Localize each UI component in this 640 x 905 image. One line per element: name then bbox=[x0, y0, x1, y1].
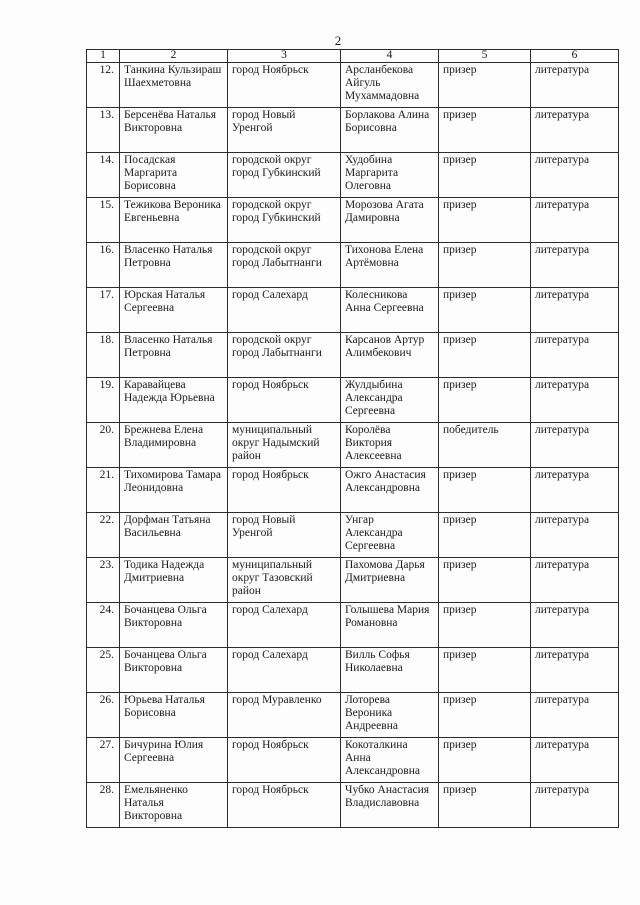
table-row bbox=[87, 378, 619, 423]
header-row bbox=[87, 50, 619, 63]
student-name: Борлакова Алина Борисовна bbox=[341, 108, 439, 153]
teacher-name: Каравайцева Надежда Юрьевна bbox=[120, 378, 228, 423]
location: город Ноябрьск bbox=[228, 63, 341, 108]
row-number: 23. bbox=[87, 558, 120, 603]
row-number: 17. bbox=[87, 288, 120, 333]
location: город Муравленко bbox=[228, 693, 341, 738]
student-name: Унгар Александра Сергеевна bbox=[341, 513, 439, 558]
student-name: Ожго Анастасия Александровна bbox=[341, 468, 439, 513]
subject: литература bbox=[531, 198, 619, 243]
table-body bbox=[87, 63, 619, 828]
location: город Ноябрьск bbox=[228, 783, 341, 828]
result-status: призер bbox=[439, 243, 531, 288]
student-name: Колесникова Анна Сергеевна bbox=[341, 288, 439, 333]
teacher-name: Бочанцева Ольга Викторовна bbox=[120, 603, 228, 648]
teacher-name: Тодика Надежда Дмитриевна bbox=[120, 558, 228, 603]
result-status: призер bbox=[439, 108, 531, 153]
table-row bbox=[87, 783, 619, 828]
teacher-name: Юрьева Наталья Борисовна bbox=[120, 693, 228, 738]
teacher-name: Власенко Наталья Петровна bbox=[120, 243, 228, 288]
result-status: призер bbox=[439, 378, 531, 423]
table-row bbox=[87, 693, 619, 738]
subject: литература bbox=[531, 738, 619, 783]
subject: литература bbox=[531, 558, 619, 603]
subject: литература bbox=[531, 423, 619, 468]
subject: литература bbox=[531, 513, 619, 558]
row-number: 24. bbox=[87, 603, 120, 648]
table-row bbox=[87, 738, 619, 783]
location: город Ноябрьск bbox=[228, 738, 341, 783]
table-row bbox=[87, 63, 619, 108]
table-row bbox=[87, 648, 619, 693]
student-name: Пахомова Дарья Дмитриевна bbox=[341, 558, 439, 603]
row-number: 26. bbox=[87, 693, 120, 738]
table-row bbox=[87, 513, 619, 558]
subject: литература bbox=[531, 468, 619, 513]
subject: литература bbox=[531, 63, 619, 108]
table-row bbox=[87, 288, 619, 333]
student-name: Чубко Анастасия Владиславовна bbox=[341, 783, 439, 828]
subject: литература bbox=[531, 153, 619, 198]
row-number: 15. bbox=[87, 198, 120, 243]
subject: литература bbox=[531, 108, 619, 153]
subject: литература bbox=[531, 648, 619, 693]
teacher-name: Тежикова Вероника Евгеньевна bbox=[120, 198, 228, 243]
location: город Новый Уренгой bbox=[228, 108, 341, 153]
page-number: 2 bbox=[334, 33, 342, 48]
table-row bbox=[87, 198, 619, 243]
teacher-name: Тихомирова Тамара Леонидовна bbox=[120, 468, 228, 513]
location: муниципальный округ Надымский район bbox=[228, 423, 341, 468]
student-name: Голышева Мария Романовна bbox=[341, 603, 439, 648]
result-status: призер bbox=[439, 468, 531, 513]
header-col-2: 2 bbox=[120, 50, 228, 63]
header-col-1: 1 bbox=[87, 50, 120, 63]
row-number: 27. bbox=[87, 738, 120, 783]
subject: литература bbox=[531, 693, 619, 738]
teacher-name: Танкина Кульзираш Шаехметовна bbox=[120, 63, 228, 108]
result-status: призер bbox=[439, 198, 531, 243]
table-header bbox=[87, 50, 619, 63]
location: городской округ город Лабытнанги bbox=[228, 243, 341, 288]
subject: литература bbox=[531, 243, 619, 288]
student-name: Вилль Софья Николаевна bbox=[341, 648, 439, 693]
result-status: призер bbox=[439, 288, 531, 333]
student-name: Худобина Маргарита Олеговна bbox=[341, 153, 439, 198]
teacher-name: Емельяненко Наталья Викторовна bbox=[120, 783, 228, 828]
table-row bbox=[87, 243, 619, 288]
location: город Новый Уренгой bbox=[228, 513, 341, 558]
student-name: Тихонова Елена Артёмовна bbox=[341, 243, 439, 288]
row-number: 28. bbox=[87, 783, 120, 828]
location: город Ноябрьск bbox=[228, 378, 341, 423]
location: город Салехард bbox=[228, 288, 341, 333]
student-name: Арсланбекова Айгуль Мухаммадовна bbox=[341, 63, 439, 108]
results-table bbox=[86, 49, 619, 828]
table-row bbox=[87, 468, 619, 513]
location: городской округ город Губкинский bbox=[228, 198, 341, 243]
table-row bbox=[87, 108, 619, 153]
subject: литература bbox=[531, 288, 619, 333]
student-name: Королёва Виктория Алексеевна bbox=[341, 423, 439, 468]
subject: литература bbox=[531, 603, 619, 648]
location: город Салехард bbox=[228, 603, 341, 648]
subject: литература bbox=[531, 783, 619, 828]
student-name: Карсанов Артур Алимбекович bbox=[341, 333, 439, 378]
teacher-name: Посадская Маргарита Борисовна bbox=[120, 153, 228, 198]
result-status: призер bbox=[439, 63, 531, 108]
student-name: Морозова Агата Дамировна bbox=[341, 198, 439, 243]
teacher-name: Бичурина Юлия Сергеевна bbox=[120, 738, 228, 783]
row-number: 16. bbox=[87, 243, 120, 288]
teacher-name: Юрская Наталья Сергеевна bbox=[120, 288, 228, 333]
teacher-name: Берсенёва Наталья Викторовна bbox=[120, 108, 228, 153]
row-number: 22. bbox=[87, 513, 120, 558]
result-status: призер bbox=[439, 693, 531, 738]
table-row bbox=[87, 558, 619, 603]
header-col-6: 6 bbox=[531, 50, 619, 63]
teacher-name: Брежнева Елена Владимировна bbox=[120, 423, 228, 468]
header-col-4: 4 bbox=[341, 50, 439, 63]
result-status: призер bbox=[439, 783, 531, 828]
row-number: 21. bbox=[87, 468, 120, 513]
student-name: Лоторева Вероника Андреевна bbox=[341, 693, 439, 738]
result-status: призер bbox=[439, 738, 531, 783]
student-name: Кокоталкина Анна Александровна bbox=[341, 738, 439, 783]
header-col-5: 5 bbox=[439, 50, 531, 63]
table-row bbox=[87, 153, 619, 198]
location: муниципальный округ Тазовский район bbox=[228, 558, 341, 603]
location: город Салехард bbox=[228, 648, 341, 693]
teacher-name: Власенко Наталья Петровна bbox=[120, 333, 228, 378]
row-number: 14. bbox=[87, 153, 120, 198]
row-number: 25. bbox=[87, 648, 120, 693]
result-status: призер bbox=[439, 558, 531, 603]
row-number: 12. bbox=[87, 63, 120, 108]
result-status: призер bbox=[439, 648, 531, 693]
location: городской округ город Губкинский bbox=[228, 153, 341, 198]
result-status: призер bbox=[439, 333, 531, 378]
subject: литература bbox=[531, 333, 619, 378]
result-status: призер bbox=[439, 513, 531, 558]
table-row bbox=[87, 333, 619, 378]
student-name: Жулдыбина Александра Сергеевна bbox=[341, 378, 439, 423]
row-number: 13. bbox=[87, 108, 120, 153]
row-number: 18. bbox=[87, 333, 120, 378]
result-status: призер bbox=[439, 603, 531, 648]
table-row bbox=[87, 603, 619, 648]
location: город Ноябрьск bbox=[228, 468, 341, 513]
result-status: победитель bbox=[439, 423, 531, 468]
teacher-name: Дорфман Татьяна Васильевна bbox=[120, 513, 228, 558]
teacher-name: Бочанцева Ольга Викторовна bbox=[120, 648, 228, 693]
subject: литература bbox=[531, 378, 619, 423]
row-number: 19. bbox=[87, 378, 120, 423]
table-row bbox=[87, 423, 619, 468]
result-status: призер bbox=[439, 153, 531, 198]
location: городской округ город Лабытнанги bbox=[228, 333, 341, 378]
row-number: 20. bbox=[87, 423, 120, 468]
header-col-3: 3 bbox=[228, 50, 341, 63]
